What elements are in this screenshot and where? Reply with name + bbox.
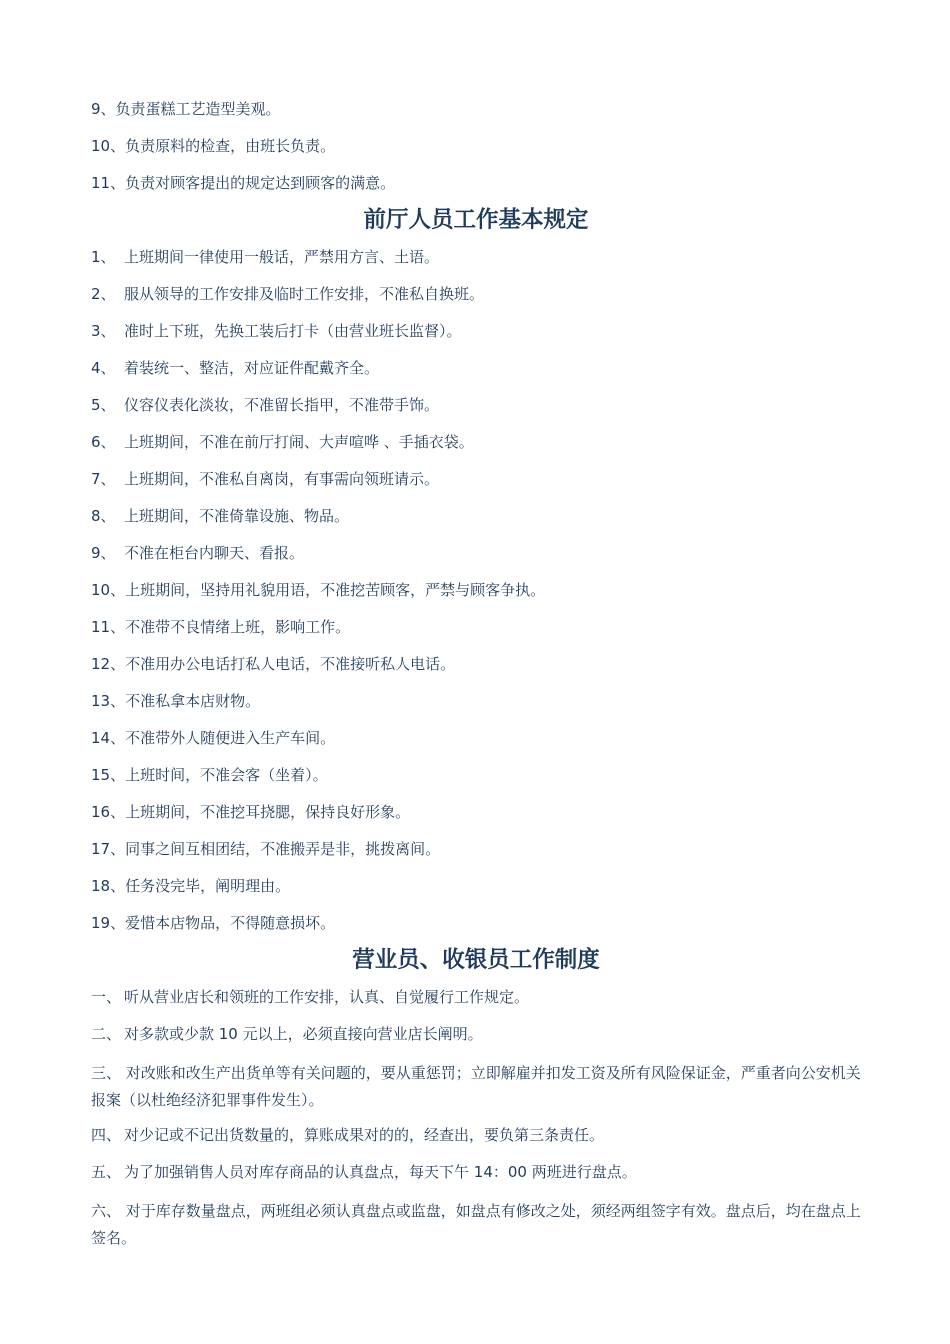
sales-cashier-rules-list-cont3 [91, 1198, 861, 1252]
front-hall-rules-list-cont [91, 579, 861, 934]
list-item: 四、 对少记或不记出货数量的，算账成果对的的，经查出，要负第三条责任。 [91, 1126, 605, 1144]
list-item: 五、 为了加强销售人员对库存商品的认真盘点，每天下午 14：00 两班进行盘点。 [91, 1163, 637, 1181]
list-item: 11、负责对顾客提出的规定达到顾客的满意。 [91, 174, 396, 192]
list-item: 15、上班时间，不准会客（坐着）。 [91, 766, 328, 784]
list-item: 9、 不准在柜台内聊天、看报。 [91, 544, 305, 562]
front-hall-rules-list [91, 246, 861, 564]
list-item: 6、 上班期间，不准在前厅打闹、大声喧哗 、手插衣袋。 [91, 433, 474, 451]
list-item: 10、上班期间，坚持用礼貌用语，不准挖苦顾客，严禁与顾客争执。 [91, 581, 546, 599]
sales-cashier-rules-list-cont2 [91, 1124, 861, 1183]
list-item: 8、 上班期间，不准倚靠设施、物品。 [91, 507, 350, 525]
list-item: 4、 着装统一、整洁，对应证件配戴齐全。 [91, 359, 380, 377]
list-item: 10、负责原料的检查，由班长负责。 [91, 137, 336, 155]
list-item: 三、 对改账和改生产出货单等有关问题的，要从重惩罚；立即解雇并扣发工资及所有风险保证金，严重者向公安机关报案（以杜绝经济犯罪事件发生）。 [91, 1064, 861, 1109]
list-item: 19、爱惜本店物品，不得随意损坏。 [91, 914, 336, 932]
sales-cashier-rules-list [91, 986, 861, 1045]
list-item: 9、负责蛋糕工艺造型美观。 [91, 100, 281, 118]
list-item: 16、上班期间，不准挖耳挠腮，保持良好形象。 [91, 803, 411, 821]
list-item: 3、 准时上下班，先换工装后打卡（由营业班长监督）。 [91, 322, 462, 340]
list-item: 一、 听从营业店长和领班的工作安排，认真、自觉履行工作规定。 [91, 988, 530, 1006]
section-title: 营业员、收银员工作制度 [352, 947, 600, 973]
list-item: 六、 对于库存数量盘点，两班组必须认真盘点或监盘，如盘点有修改之处，须经两组签字有效。盘点后，均在盘点上签名。 [91, 1202, 861, 1247]
list-item: 17、同事之间互相团结，不准搬弄是非，挑拨离间。 [91, 840, 441, 858]
list-item: 7、 上班期间，不准私自离岗，有事需向领班请示。 [91, 470, 440, 488]
document-page [91, 98, 861, 1262]
list-item: 2、 服从领导的工作安排及临时工作安排，不准私自换班。 [91, 285, 485, 303]
list-item: 12、不准用办公电话打私人电话，不准接听私人电话。 [91, 655, 456, 673]
intro-list [91, 98, 861, 194]
list-item: 18、任务没完毕，阐明理由。 [91, 877, 291, 895]
list-item: 1、 上班期间一律使用一般话，严禁用方言、土语。 [91, 248, 440, 266]
list-item: 5、 仪容仪表化淡妆，不准留长指甲，不准带手饰。 [91, 396, 440, 414]
list-item: 13、不准私拿本店财物。 [91, 692, 261, 710]
list-item: 11、不准带不良情绪上班，影响工作。 [91, 618, 351, 636]
list-item: 二、 对多款或少款 10 元以上，必须直接向营业店长阐明。 [91, 1025, 483, 1043]
section-title: 前厅人员工作基本规定 [363, 207, 589, 233]
sales-cashier-rules-list-cont [91, 1060, 861, 1114]
list-item: 14、不准带外人随便进入生产车间。 [91, 729, 336, 747]
